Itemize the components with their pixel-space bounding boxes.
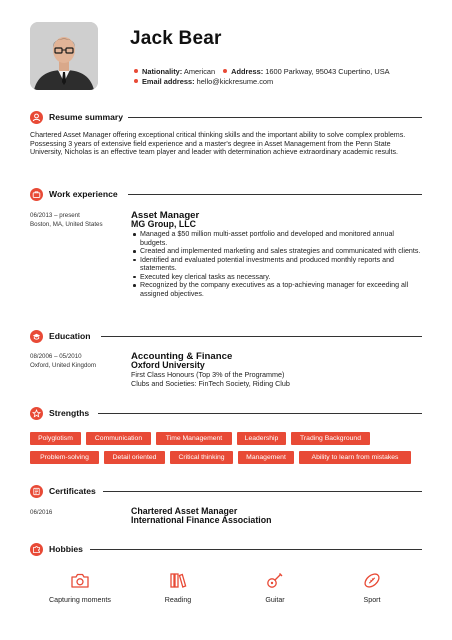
hobby-label: Capturing moments (49, 596, 111, 604)
section-hobbies (30, 543, 422, 557)
contact-line-1 (134, 67, 390, 76)
strength-tag: Communication (86, 432, 151, 445)
strength-tag: Problem-solving (30, 451, 99, 464)
nationality-value: American (183, 67, 216, 76)
profile-photo (30, 22, 98, 90)
email-value[interactable]: hello@kickresume.com (196, 77, 274, 86)
star-icon (30, 407, 43, 420)
summary-text: Chartered Asset Manager offering exceptional critical thinking skills and the important ability to solve complex problems. Possessing 3 years of extensive field experience and a master's degree in Asset Management from the Penn State University, Nicholas is an effective team player and leader with determination achieve extraordinary academic results. (30, 131, 406, 157)
books-icon (168, 572, 188, 589)
education-detail: Clubs and Societies: FinTech Society, Riding Club (131, 379, 290, 388)
guitar-icon (265, 572, 285, 589)
strength-tag: Detail oriented (104, 451, 165, 464)
section-education (30, 330, 422, 344)
job-duties-list (131, 230, 421, 298)
strength-tag: Management (238, 451, 294, 464)
job-location: Boston, MA, United States (30, 221, 103, 228)
section-divider (98, 413, 422, 414)
nationality-label: Nationality: (142, 67, 183, 76)
briefcase-icon (30, 188, 43, 201)
list-item: Executed key clerical tasks as necessary. (131, 273, 421, 282)
section-title: Certificates (49, 486, 96, 496)
strength-tag: Trading Background (291, 432, 370, 445)
address-value: 1600 Parkway, 95043 Cupertino, USA (265, 67, 390, 76)
bullet-dot-icon (134, 79, 138, 83)
hobby-label: Sport (363, 596, 381, 604)
person-icon (30, 111, 43, 124)
certificate-icon (30, 485, 43, 498)
section-title: Strengths (49, 408, 90, 418)
job-role: Asset Manager (131, 210, 200, 221)
strength-tag: Critical thinking (170, 451, 233, 464)
resume-header (30, 22, 430, 92)
section-title: Education (49, 331, 91, 341)
contact-line-2 (134, 77, 273, 86)
list-item: Identified and evaluated potential investments and produced monthly reports and statements. (131, 256, 421, 273)
strength-tag: Time Management (156, 432, 232, 445)
football-icon (362, 572, 382, 589)
section-certificates (30, 485, 422, 499)
education-degree: Accounting & Finance (131, 351, 233, 362)
hobby-item (35, 572, 125, 604)
list-item: Created and implemented marketing and sales strategies and communicated with clients. (131, 247, 421, 256)
section-title: Work experience (49, 189, 118, 199)
list-item: Managed a $50 million multi-asset portfolio and developed and monitored annual budgets. (131, 230, 421, 247)
certificate-issuer: International Finance Association (131, 515, 272, 525)
education-location: Oxford, United Kingdom (30, 362, 97, 369)
section-divider (103, 491, 422, 492)
address-label: Address: (231, 67, 264, 76)
strength-tag: Leadership (237, 432, 286, 445)
education-detail: First Class Honours (Top 3% of the Programme) (131, 370, 285, 379)
list-item: Recognized by the company executives as a top-achieving manager for exceeding all assigned objectives. (131, 281, 421, 298)
hobby-label: Reading (164, 596, 192, 604)
strength-tag: Polyglotism (30, 432, 81, 445)
section-resume-summary (30, 111, 422, 125)
section-divider (90, 549, 422, 550)
certificate-date: 06/2016 (30, 509, 53, 516)
strengths-tag-list (30, 432, 426, 466)
candidate-name: Jack Bear (130, 28, 222, 49)
section-divider (128, 117, 422, 118)
graduation-cap-icon (30, 330, 43, 343)
certificate-name: Chartered Asset Manager (131, 506, 238, 516)
email-label: Email address: (142, 77, 195, 86)
section-work-experience (30, 188, 422, 202)
job-date: 06/2013 – present (30, 212, 80, 219)
bullet-dot-icon (134, 69, 138, 73)
hobby-item (230, 572, 320, 604)
bullet-dot-icon (223, 69, 227, 73)
hobby-label: Guitar (265, 596, 285, 604)
puzzle-icon (30, 543, 43, 556)
camera-icon (70, 572, 90, 589)
job-company: MG Group, LLC (131, 219, 196, 229)
section-divider (101, 336, 422, 337)
section-strengths (30, 407, 422, 421)
education-school: Oxford University (131, 360, 205, 370)
hobby-item (327, 572, 417, 604)
section-title: Resume summary (49, 112, 124, 122)
strength-tag: Ability to learn from mistakes (299, 451, 411, 464)
section-title: Hobbies (49, 544, 83, 554)
hobby-item (133, 572, 223, 604)
section-divider (128, 194, 422, 195)
education-date: 08/2006 – 05/2010 (30, 353, 82, 360)
